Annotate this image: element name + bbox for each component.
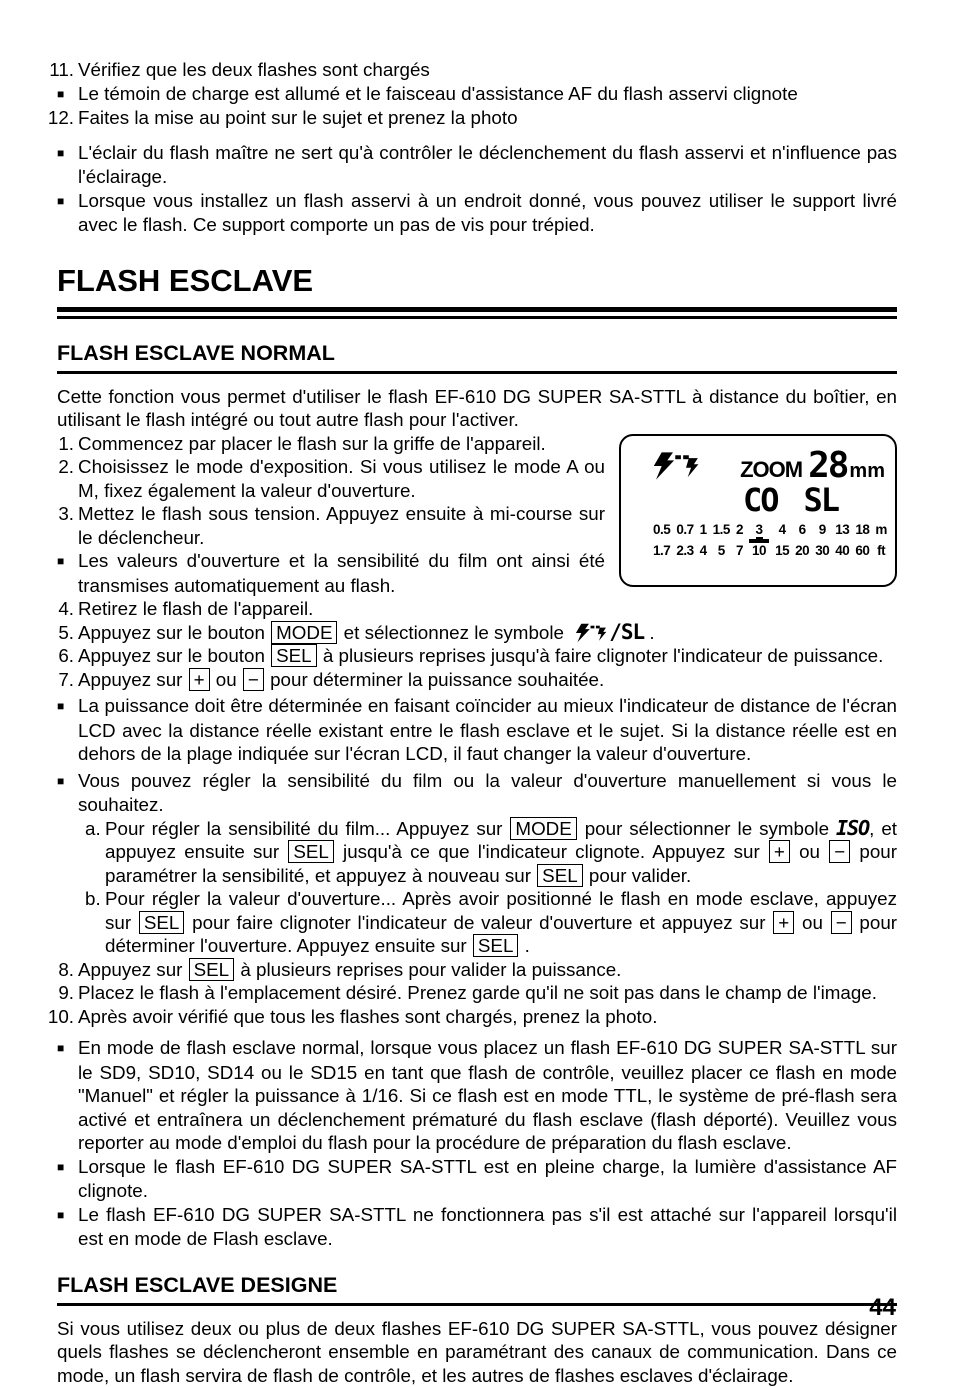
zoom-value: 28 [808,450,847,482]
scale-column [815,522,829,558]
substep-text: Pour régler la sensibilité du film... Appuyez sur MODE pour sélectionner le symbole ISO, et appuyez ensuite sur SEL jusqu'à ce que l'indicateur clignote. Appuyez sur + ou − pour paramétrer la sensibilité, et appuyez à nouveau sur SEL pour valider. [105,818,897,886]
substep-a [57,817,897,888]
scale-value-m: 13 [835,522,849,537]
bullet-icon: ■ [46,1204,78,1228]
plus-button-label: + [773,911,794,934]
note-bullet-item [57,141,897,189]
subsection-divider [57,1303,897,1306]
distance-scale [653,522,887,558]
bullet-icon: ■ [46,190,78,214]
slave-flash-icon [571,623,607,643]
note-bullet-item [57,1155,897,1203]
step-text: Retirez le flash de l'appareil. [78,598,313,619]
scale-value-m: 18 [855,522,869,537]
bullet-icon: ■ [46,83,78,107]
scale-column [736,522,743,558]
scale-value-m: 1 [700,522,707,537]
bullet-icon: ■ [46,695,78,719]
subsection-heading-normal: FLASH ESCLAVE NORMAL [57,340,897,366]
step-number: 10. [46,1005,78,1029]
step-6 [57,644,897,668]
scale-value-m: 9 [819,522,826,537]
step-number: 1. [46,432,78,456]
lcd-top-row [631,450,887,484]
scale-value-ft: 1.7 [653,543,670,558]
sel-button-label: SEL [271,644,317,667]
lcd-display-panel [619,434,897,587]
bullet-icon: ■ [46,770,78,794]
scale-value-ft: 60 [855,543,869,558]
list-item-12 [57,106,897,130]
scale-value-m: 6 [799,522,806,537]
scale-value-ft: 4 [700,543,707,558]
sel-button-label: SEL [473,934,519,957]
section-heading: FLASH ESCLAVE [57,264,897,298]
note-text: Lorsque le flash EF-610 DG SUPER SA-STTL est en pleine charge, la lumière d'assistance AF clignote. [78,1156,897,1202]
step-number: 8. [46,958,78,982]
scale-value-ft: 2.3 [676,543,693,558]
scale-column [676,522,693,558]
note-text: En mode de flash esclave normal, lorsque vous placez un flash EF-610 DG SUPER SA-STTL sur le SD9, SD10, SD14 ou le SD15 en tant que flash de contrôle, veuillez placer ce flash en mode "Manuel" et régler la puissance à 1/16. Si ce flash est en mode TTL, le système de pré-flash sera activé et entraînera un déclenchement prématuré du flash esclave (flash déporté). Veuillez vous reporter au mode d'emploi du flash pour la procédure de préparation du flash esclave. [78,1037,897,1153]
mode-button-label: MODE [510,817,576,840]
step-text: Commencez par placer le flash sur la griffe de l'appareil. [78,433,546,454]
minus-button-label: − [829,840,850,863]
list-text: Faites la mise au point sur le sujet et prenez la photo [78,107,518,128]
scale-column [700,522,707,558]
step-number: 4. [46,597,78,621]
list-number: 12. [46,106,78,130]
step-text: Choisissez le mode d'exposition. Si vous utilisez le mode A ou M, fixez également la valeur d'ouverture. [78,456,605,501]
step-4 [57,597,897,621]
note-bullet-item [57,189,897,237]
step-5 [57,621,897,645]
scale-value-m: 4 [779,522,786,537]
bullet-icon: ■ [46,550,78,574]
step-text: Appuyez sur + ou − pour déterminer la puissance souhaitée. [78,669,604,690]
scale-unit-ft: ft [877,543,885,558]
step-number: 2. [46,455,78,479]
step-text: Appuyez sur le bouton SEL à plusieurs reprises jusqu'à faire clignoter l'indicateur de puissance. [78,645,883,666]
zoom-indicator [740,450,885,484]
page-number: 44 [869,1294,896,1322]
substep-letter: b. [85,887,105,911]
step-text: Mettez le flash sous tension. Appuyez ensuite à mi-course sur le déclencheur. [78,503,605,548]
scale-value-m: 0.5 [653,522,670,537]
step-number: 5. [46,621,78,645]
step-10 [57,1005,897,1029]
scale-column [653,522,670,558]
scale-value-ft: 10 [752,543,766,558]
step-text: Appuyez sur SEL à plusieurs reprises pour valider la puissance. [78,959,621,980]
scale-value-m: 1.5 [713,522,730,537]
list-text: Vérifiez que les deux flashes sont chargés [78,59,430,80]
subsection-heading-designe: FLASH ESCLAVE DESIGNE [57,1272,897,1298]
zoom-unit: mm [849,460,885,484]
note-bullet-item [57,769,897,817]
substep-letter: a. [85,817,105,841]
scale-column-marked [749,522,769,558]
scale-value-ft: 20 [795,543,809,558]
step-text: Placez le flash à l'emplacement désiré. Prenez garde qu'il ne soit pas dans le champ de l'image. [78,982,877,1003]
sel-button-label: SEL [537,864,583,887]
scale-value-ft: 40 [835,543,849,558]
subsection-divider [57,371,897,374]
note-text: L'éclair du flash maître ne sert qu'à contrôler le déclenchement du flash asservi et n'influence pas l'éclairage. [78,142,897,188]
bullet-icon: ■ [46,142,78,166]
scale-value-m: 3 [756,522,763,539]
scale-value-ft: 5 [718,543,725,558]
step-text: Après avoir vérifié que tous les flashes sont chargés, prenez la photo. [78,1006,657,1027]
note-bullet-item [57,694,897,766]
lcd-mode-right: SL [804,483,839,517]
step-number: 9. [46,981,78,1005]
scale-unit-m: m [875,522,887,537]
note-text: Vous pouvez régler la sensibilité du film ou la valeur d'ouverture manuellement si vous le souhaitez. [78,770,897,816]
lcd-mode-row [743,483,887,517]
step-7 [57,668,897,692]
note-bullet-item [57,1036,897,1155]
note-text: Les valeurs d'ouverture et la sensibilité du film ont ainsi été transmises automatiquement au flash. [78,550,605,596]
scale-column [713,522,730,558]
note-bullet-item [57,1203,897,1251]
zoom-label: ZOOM [740,458,802,482]
minus-button-label: − [243,668,264,691]
scale-column [855,522,869,558]
slave-flash-icon [647,451,699,481]
lcd-symbol-iso: ISO [836,816,869,840]
section-divider [57,307,897,319]
step-9 [57,981,897,1005]
note-text: Lorsque vous installez un flash asservi à un endroit donné, vous pouvez utiliser le support livré avec le flash. Ce support comporte un pas de vis pour trépied. [78,190,897,236]
note-text: Le témoin de charge est allumé et le faisceau d'assistance AF du flash asservi clignote [78,83,798,104]
mode-button-label: MODE [271,621,337,644]
list-number: 11. [46,58,78,82]
sel-button-label: SEL [288,840,334,863]
scale-value-m: 0.7 [676,522,693,537]
minus-button-label: − [831,911,852,934]
step-number: 7. [46,668,78,692]
subsection-body: Si vous utilisez deux ou plus de deux flashes EF-610 DG SUPER SA-STTL, vous pouvez désigner quels flashes se déclencheront ensemble en paramétrant des canaux de communication. Dans ce mode, un flash servira de flash de contrôle, et les autres de flashes esclaves d'éclairage. [57,1317,897,1387]
note-text: Le flash EF-610 DG SUPER SA-STTL ne fonctionnera pas s'il est attaché sur l'appareil lorsqu'il est en mode de Flash esclave. [78,1204,897,1250]
scale-column [795,522,809,558]
sel-button-label: SEL [189,958,235,981]
scale-column [835,522,849,558]
scale-value-m: 2 [736,522,743,537]
note-text: La puissance doit être déterminée en faisant coïncider au mieux l'indicateur de distance de l'écran LCD avec la distance réelle existant entre le flash esclave et le sujet. Si la distance réelle est en dehors de la plage indiquée sur l'écran LCD, il faut changer la valeur d'ouverture. [78,695,897,764]
scale-column [775,522,789,558]
substep-text: Pour régler la valeur d'ouverture... Après avoir positionné le flash en mode esclave, appuyez sur SEL pour faire clignoter l'indicateur de valeur d'ouverture et appuyez sur + ou − pour déterminer l'ouverture. Appuyez ensuite sur SEL . [105,888,897,956]
scale-value-ft: 15 [775,543,789,558]
sel-button-label: SEL [139,911,185,934]
scale-value-ft: 7 [736,543,743,558]
plus-button-label: + [189,668,210,691]
list-item-11 [57,58,897,82]
subsection-intro: Cette fonction vous permet d'utiliser le flash EF-610 DG SUPER SA-STTL à distance du boîtier, en utilisant le flash intégré ou tout autre flash pour l'activer. [57,385,897,432]
lcd-mode-left: CO [743,483,778,517]
lcd-symbol-sl: /SL [609,620,644,644]
step-8 [57,958,897,982]
scale-units-column [875,522,887,558]
step-number: 6. [46,644,78,668]
note-bullet-item [57,82,897,107]
bullet-icon: ■ [46,1156,78,1180]
step-text: Appuyez sur le bouton MODE et sélectionnez le symbole /SL . [78,622,655,643]
bullet-icon: ■ [46,1037,78,1061]
scale-value-ft: 30 [815,543,829,558]
substep-b [57,887,897,958]
plus-button-label: + [769,840,790,863]
step-number: 3. [46,502,78,526]
